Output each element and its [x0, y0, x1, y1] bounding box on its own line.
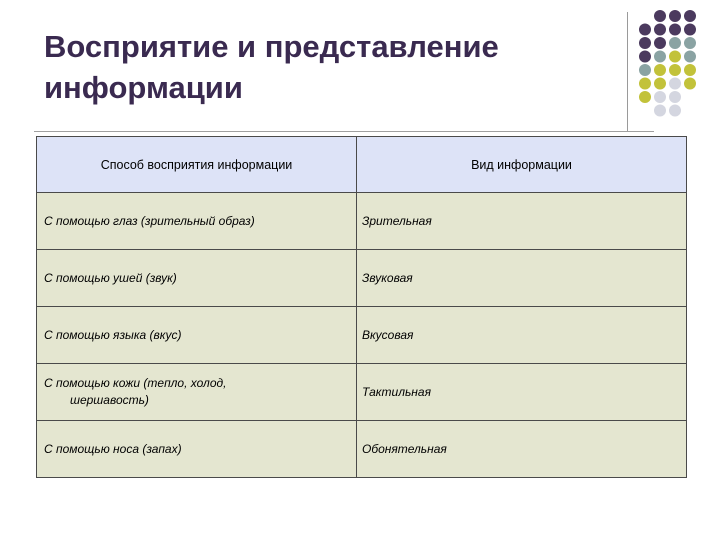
decorative-dot: [654, 78, 666, 90]
slide-title: [44, 26, 604, 108]
decorative-dot: [639, 24, 651, 36]
decorative-dot: [639, 51, 651, 63]
decorative-dot: [669, 105, 681, 117]
decorative-dot: [639, 37, 651, 49]
decorative-dot: [684, 10, 696, 22]
decorative-dot: [669, 24, 681, 36]
decorative-dot: [639, 64, 651, 76]
table-cell-method: С помощью глаз (зрительный образ): [37, 193, 357, 250]
table-row: [37, 364, 687, 421]
table-row: [37, 307, 687, 364]
decorative-dot: [669, 91, 681, 103]
table-cell-type: Вкусовая: [357, 307, 687, 364]
decorative-dot: [654, 105, 666, 117]
table-cell-type: Обонятельная: [357, 421, 687, 478]
table-cell-method: С помощью языка (вкус): [37, 307, 357, 364]
table-header-method: Способ восприятия информации: [37, 137, 357, 193]
decorative-dot: [669, 51, 681, 63]
decorative-dot: [669, 64, 681, 76]
table-header-type: Вид информации: [357, 137, 687, 193]
decorative-dot: [654, 24, 666, 36]
table-cell-type: Тактильная: [357, 364, 687, 421]
table-cell-method: С помощью ушей (звук): [37, 250, 357, 307]
decorative-dot: [654, 10, 666, 22]
table-cell-type: Звуковая: [357, 250, 687, 307]
info-perception-table: [36, 136, 687, 478]
decorative-dot-grid: [637, 8, 717, 118]
slide-title-line-2: информации: [44, 70, 243, 105]
decorative-dot: [684, 51, 696, 63]
table-cell-method: [37, 364, 357, 421]
table-cell-method: С помощью носа (запах): [37, 421, 357, 478]
table-cell-method-line-1: С помощью кожи (тепло, холод,: [44, 376, 227, 390]
slide-title-line-1: Восприятие и представление: [44, 29, 499, 64]
decorative-dot: [669, 78, 681, 90]
decorative-dot: [684, 37, 696, 49]
decorative-dot: [684, 64, 696, 76]
decorative-vertical-line: [627, 12, 628, 132]
decorative-dot: [654, 51, 666, 63]
decorative-dot: [669, 37, 681, 49]
decorative-dot: [654, 91, 666, 103]
table-row: [37, 250, 687, 307]
table-header-row: [37, 137, 687, 193]
decorative-dot: [639, 91, 651, 103]
table-cell-method-line-2: шершавость): [70, 393, 149, 407]
table-row: [37, 421, 687, 478]
decorative-dot: [639, 78, 651, 90]
decorative-dot: [654, 37, 666, 49]
table-cell-type: Зрительная: [357, 193, 687, 250]
table-row: [37, 193, 687, 250]
decorative-horizontal-line: [34, 131, 654, 132]
decorative-dot: [654, 64, 666, 76]
decorative-dot: [684, 24, 696, 36]
decorative-dot: [669, 10, 681, 22]
decorative-dot: [684, 78, 696, 90]
